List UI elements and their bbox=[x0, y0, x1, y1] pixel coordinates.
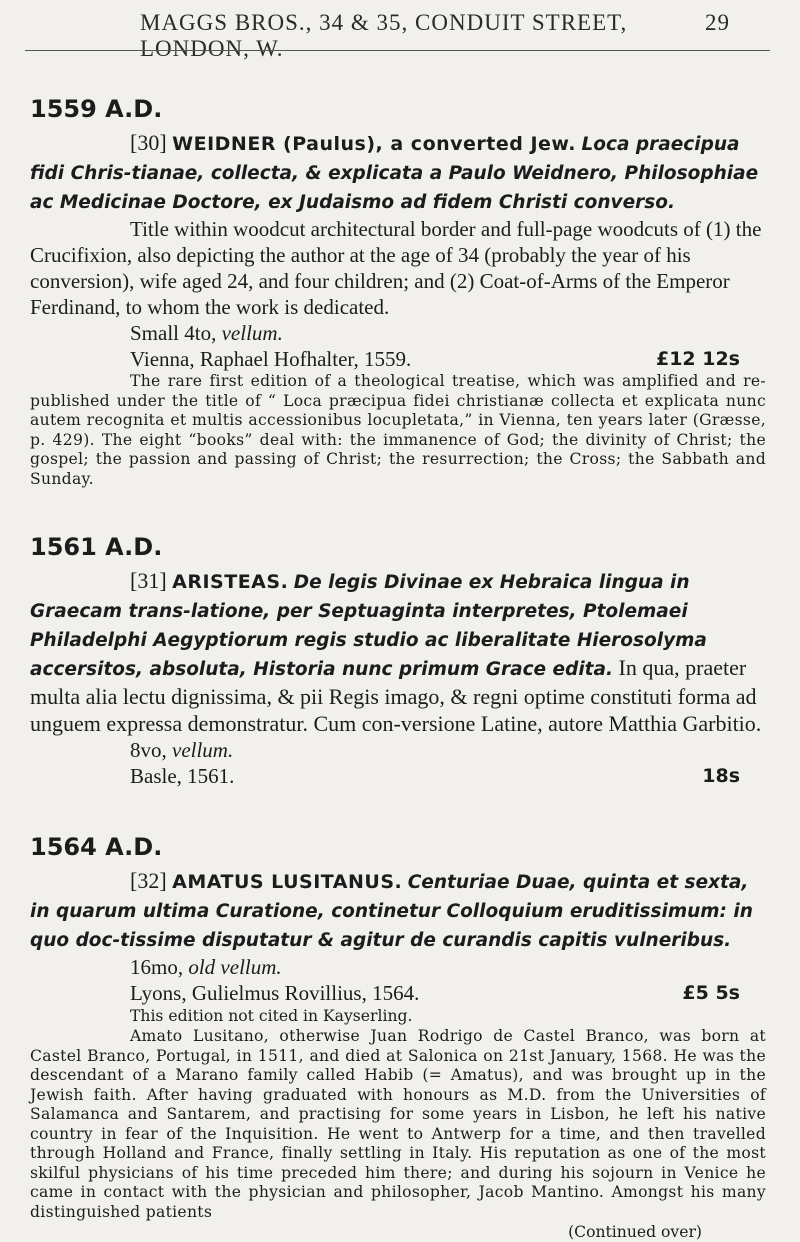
entry-title: Centuriae Duae, quinta et sexta, in quarum ultima Curatione, continetur Colloquium eruditissimum: in quo doc-tissime disputatur & agitur de curandis capitis vulneribus. bbox=[30, 872, 753, 951]
entry-imprint: Basle, 1561. bbox=[130, 764, 235, 788]
entry-date: 1559 A.D. bbox=[30, 95, 163, 123]
continued-over: (Continued over) bbox=[568, 1223, 702, 1241]
entry-imprint: Vienna, Raphael Hofhalter, 1559. bbox=[130, 347, 412, 371]
catalogue-entry-30 bbox=[30, 95, 766, 489]
entry-imprint-row bbox=[30, 763, 766, 789]
entry-note: The rare first edition of a theological treatise, which was amplified and re-published under the title of “ Loca præcipua fidei christianæ collecta et explicata nunc autem recognita et multis accessionibus locupletata,” in Vienna, ten years later (Græsse, p. 429). The eight “books” deal with: the immanence of God; the divinity of Christ; the gospel; the passion and passing of Christ; the resurrection; the Cross; the Sabbath and Sunday. bbox=[30, 372, 766, 488]
header-rule bbox=[25, 50, 770, 51]
format-prefix: Small 4to, bbox=[130, 321, 217, 345]
catalogue-content bbox=[30, 95, 766, 1242]
entry-imprint-row bbox=[30, 980, 766, 1006]
entry-title: De legis Divinae ex Hebraica lingua in Graecam trans-latione, per Septuaginta interpretes, Ptolemaei Philadelphi Aegyptiorum regis studio ac liberalitate Hierosolyma accersitos, absoluta, Historia nunc primum Grace edita. bbox=[30, 572, 707, 680]
entry-imprint: Lyons, Gulielmus Rovillius, 1564. bbox=[130, 981, 420, 1005]
entry-date: 1564 A.D. bbox=[30, 833, 163, 861]
format-prefix: 8vo, bbox=[130, 738, 167, 762]
catalogue-entry-31 bbox=[30, 533, 766, 789]
entry-format bbox=[30, 954, 766, 980]
header-text: MAGGS BROS., 34 & 35, CONDUIT STREET, LONDON, W. bbox=[140, 10, 628, 61]
entry-description: Title within woodcut architectural border and full-page woodcuts of (1) the Crucifixion, also depicting the author at the age of 34 (probably the year of his conversion), wife aged 24, and four children; and (2) Coat-of-Arms of the Emperor Ferdinand, to whom the work is dedicated. bbox=[30, 217, 762, 319]
entry-headline bbox=[30, 129, 766, 216]
entry-number: [32] bbox=[130, 868, 167, 893]
format-material: vellum. bbox=[221, 321, 283, 345]
entry-format bbox=[30, 320, 766, 346]
entry-headline bbox=[30, 867, 766, 954]
entry-price: £5 5s bbox=[682, 982, 740, 1004]
entry-title: Loca praecipua fidi Chris-tianae, collecta, & explicata a Paulo Weidnero, Philosophiae ac Medicinae Doctore, ex Judaismo ad fidem Christi converso. bbox=[30, 134, 759, 213]
running-header bbox=[140, 10, 730, 62]
entry-number: [30] bbox=[130, 130, 167, 155]
entry-author: AMATUS LUSITANUS. bbox=[172, 871, 403, 893]
entry-author: WEIDNER (Paulus), a converted Jew. bbox=[172, 133, 576, 155]
entry-format bbox=[30, 737, 766, 763]
entry-description: In qua, praeter multa alia lectu dignissima, & pii Regis imago, & regni optime constituti forma ad unguem expressa demonstratur. Cum con-versione Latine, autore Matthia Garbitio. bbox=[30, 655, 762, 736]
entry-number: [31] bbox=[130, 568, 167, 593]
entry-price: £12 12s bbox=[655, 348, 740, 370]
entry-date: 1561 A.D. bbox=[30, 533, 163, 561]
page-number: 29 bbox=[705, 10, 730, 35]
entry-note: Amato Lusitano, otherwise Juan Rodrigo de Castel Branco, was born at Castel Branco, Portugal, in 1511, and died at Salonica on 21st January, 1568. He was the descendant of a Marano family called Habib (= Amatus), and was brought up in the Jewish faith. After having graduated with honours as M.D. from the Universities of Salamanca and Santarem, and practising for some years in Lisbon, he left his native country in fear of the Inquisition. He went to Antwerp for a time, and then travelled through Holland and France, finally settling in Italy. His reputation as one of the most skilful physicians of his time preceded him there; and during his sojourn in Venice he came in contact with the physician and philosopher, Jacob Mantino. Amongst his many distinguished patients bbox=[30, 1027, 766, 1221]
format-material: vellum. bbox=[172, 738, 234, 762]
format-material: old vellum. bbox=[188, 955, 282, 979]
entry-imprint-row bbox=[30, 346, 766, 372]
entry-author: ARISTEAS. bbox=[172, 571, 289, 593]
format-prefix: 16mo, bbox=[130, 955, 184, 979]
entry-price: 18s bbox=[702, 765, 740, 787]
entry-short-note: This edition not cited in Kayserling. bbox=[130, 1007, 413, 1025]
entry-headline bbox=[30, 567, 766, 737]
